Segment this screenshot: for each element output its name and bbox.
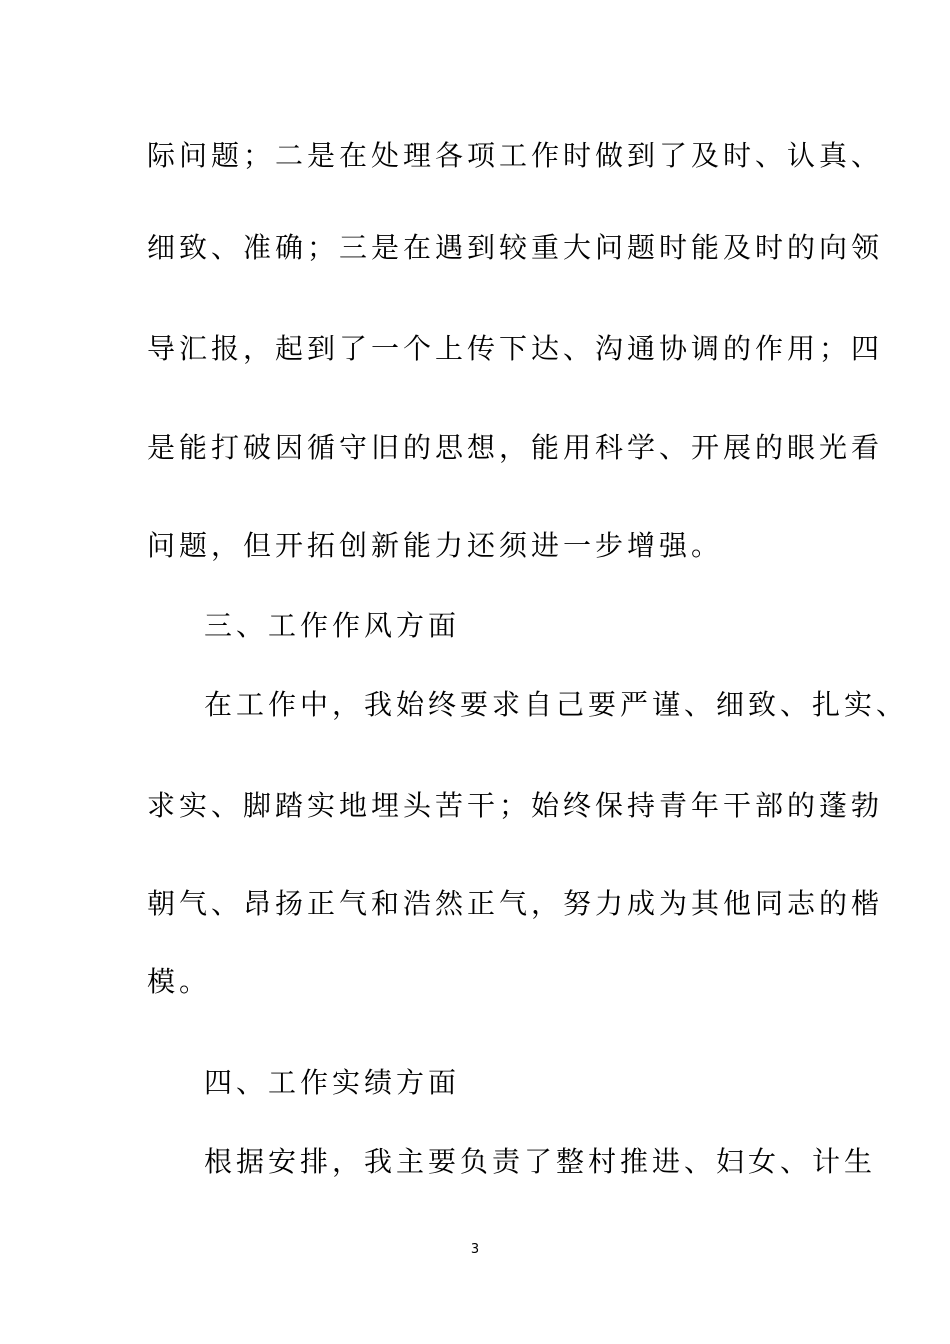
body-text-line: 在工作中，我始终要求自己要严谨、细致、扎实、 (204, 688, 909, 721)
body-text-line: 根据安排，我主要负责了整村推进、妇女、计生 (204, 1145, 877, 1178)
body-text-line: 导汇报，起到了一个上传下达、沟通协调的作用；四 (147, 332, 884, 365)
body-text-line: 问题，但开拓创新能力还须进一步增强。 (147, 529, 724, 562)
body-text-line: 求实、脚踏实地埋头苦干；始终保持青年干部的蓬勃 (147, 789, 884, 822)
body-text-line: 模。 (147, 965, 212, 998)
body-text-line: 是能打破因循守旧的思想，能用科学、开展的眼光看 (147, 431, 884, 464)
body-text-line: 朝气、昂扬正气和浩然正气，努力成为其他同志的楷 (147, 887, 884, 920)
page-number: 3 (470, 1242, 480, 1257)
body-text-line: 际问题；二是在处理各项工作时做到了及时、认真、 (147, 139, 884, 172)
section-heading-work-results: 四、工作实绩方面 (204, 1066, 461, 1099)
section-heading-work-style: 三、工作作风方面 (204, 609, 461, 642)
body-text-line: 细致、准确；三是在遇到较重大问题时能及时的向领 (147, 231, 884, 264)
